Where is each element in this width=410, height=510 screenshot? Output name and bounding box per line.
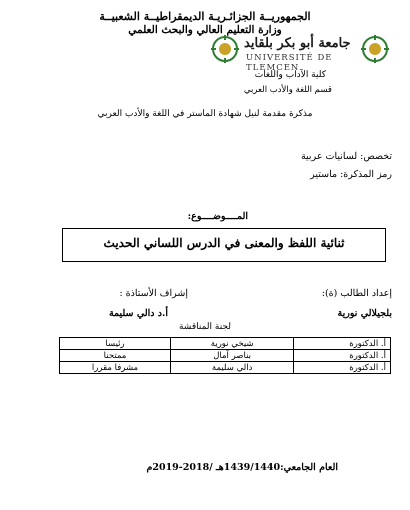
student-label: إعداد الطالب (ة): <box>321 288 392 299</box>
academic-year: العام الجامعي:1439/1440هـ /2018-2019م <box>146 462 338 473</box>
republic-title: الجمهوريــة الجزائـريـة الديمقراطيــة الشعبيــة <box>99 10 311 23</box>
member-rank: أ. الدكتورة <box>294 362 391 374</box>
table-row <box>60 338 391 350</box>
university-name-ar: جامعة أبو بكر بلقايد <box>244 36 351 51</box>
university-emblem-icon <box>210 34 240 64</box>
faculty-name: كلية الآداب واللغات <box>254 70 326 80</box>
member-name: شيخي نورية <box>171 338 294 350</box>
specialty: تخصص: لسانيات عربية <box>300 151 392 162</box>
ministry-title: وزارة التعليم العالي والبحث العلمي <box>128 24 282 36</box>
table-row <box>60 350 391 362</box>
thesis-type: مذكرة مقدمة لنيل شهادة الماستر في اللغة والأدب العربي <box>97 109 313 119</box>
member-name: دالي سليمة <box>171 362 294 374</box>
department-name: قسم اللغة والأدب العربي <box>243 85 332 95</box>
member-rank: أ. الدكتورة <box>294 350 391 362</box>
committee-title: لجنة المناقشة <box>178 322 231 332</box>
subject-label: المــــوضــــوع: <box>187 211 248 222</box>
university-logo <box>232 36 372 73</box>
university-name-fr: UNIVERSITÉ DE TLEMCEN <box>246 53 333 73</box>
supervisor-name: أ.د دالي سليمة <box>108 308 168 319</box>
committee-table <box>59 337 391 374</box>
table-row <box>60 362 391 374</box>
subject-box <box>62 228 386 262</box>
thesis-code: رمز المذكرة: ماستير <box>310 169 392 180</box>
member-role: مشرفا مقررا <box>60 362 171 374</box>
member-role: ممتحنا <box>60 350 171 362</box>
member-rank: أ. الدكتورة <box>294 338 391 350</box>
supervisor-label: إشراف الأستاذة : <box>119 288 188 299</box>
member-role: رئيسا <box>60 338 171 350</box>
university-emblem-icon <box>360 34 390 64</box>
student-name: بلجيلالي نورية <box>337 308 392 319</box>
subject-title: ثنائية اللفظ والمعنى في الدرس اللساني الحديث <box>103 236 345 250</box>
member-name: بناصر آمال <box>171 350 294 362</box>
